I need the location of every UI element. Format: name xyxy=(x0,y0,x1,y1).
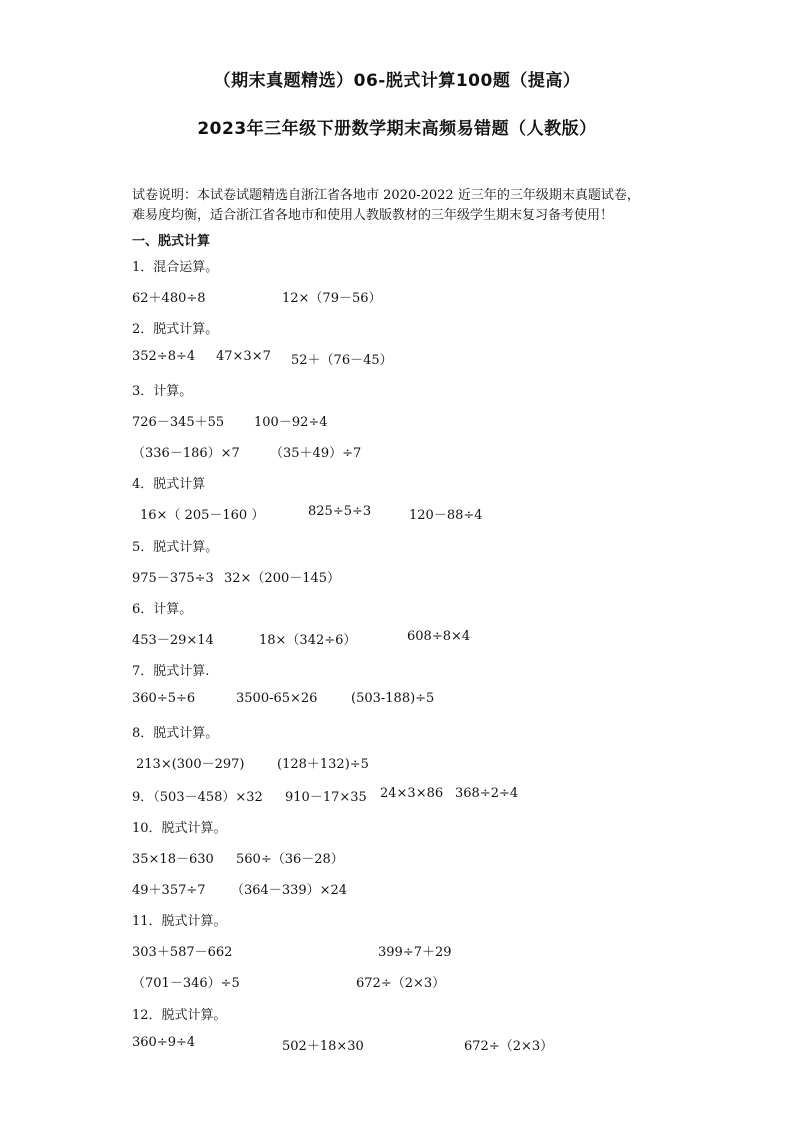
expression: 502＋18×30 xyxy=(282,1039,364,1054)
expression: 360÷5÷6 xyxy=(132,691,196,706)
expression: 672÷（2×3） xyxy=(464,1039,554,1054)
expression: 62＋480÷8 xyxy=(132,291,206,306)
expression: 16×（ 205－160 ） xyxy=(140,508,265,523)
expression: 12×（79－56） xyxy=(282,291,382,306)
expression: 726－345＋55 xyxy=(132,415,225,430)
expression: 52＋（76－45） xyxy=(291,353,393,368)
expression: 399÷7＋29 xyxy=(378,945,452,960)
section-heading: 一、脱式计算 xyxy=(132,234,211,249)
question-10-label: 10．脱式计算。 xyxy=(132,821,227,836)
expression: 368÷2÷4 xyxy=(455,786,519,801)
expression: （35＋49）÷7 xyxy=(270,446,362,461)
expression: （364－339）×24 xyxy=(231,883,348,898)
expression: 672÷（2×3） xyxy=(356,976,446,991)
expression: 352÷8÷4 xyxy=(132,349,196,364)
expression: 560÷（36－28） xyxy=(236,852,344,867)
expression: 453－29×14 xyxy=(132,633,214,648)
question-12-label: 12．脱式计算。 xyxy=(132,1008,227,1023)
page-subtitle: 2023年三年级下册数学期末高频易错题（人教版） xyxy=(197,119,597,139)
expression: 120－88÷4 xyxy=(409,508,483,523)
expression: 975－375÷3 xyxy=(132,571,214,586)
expression: 18×（342÷6） xyxy=(259,633,357,648)
question-9-label: 9．（503－458）×32 xyxy=(132,790,263,805)
expression: 360÷9÷4 xyxy=(132,1035,196,1050)
expression: 100－92÷4 xyxy=(254,415,328,430)
expression: 608÷8×4 xyxy=(407,629,471,644)
question-4-label: 4．脱式计算 xyxy=(132,477,206,492)
question-8-label: 8．脱式计算。 xyxy=(132,726,219,741)
question-3-label: 3．计算。 xyxy=(132,384,193,399)
question-2-label: 2．脱式计算。 xyxy=(132,322,219,337)
question-5-label: 5．脱式计算。 xyxy=(132,540,219,555)
expression: 825÷5÷3 xyxy=(308,504,372,519)
question-11-label: 11．脱式计算。 xyxy=(132,914,227,929)
expression: 24×3×86 xyxy=(380,786,444,801)
instructions-line-2: 难易度均衡，适合浙江省各地市和使用人教版教材的三年级学生期末复习备考使用！ xyxy=(132,208,614,223)
expression: 213×(300－297) xyxy=(136,757,245,772)
exam-instructions xyxy=(132,186,672,226)
expression: 32×（200－145） xyxy=(224,571,341,586)
expression: 910－17×35 xyxy=(285,790,367,805)
question-6-label: 6．计算。 xyxy=(132,602,193,617)
question-7-label: 7．脱式计算. xyxy=(132,664,210,679)
expression: （336－186）×7 xyxy=(132,446,240,461)
page-title: （期末真题精选）06-脱式计算100题（提高） xyxy=(213,71,581,91)
instructions-line-1: 试卷说明：本试卷试题精选自浙江省各地市 2020-2022 近三年的三年级期末真题试卷， xyxy=(132,188,640,203)
expression: 49＋357÷7 xyxy=(132,883,206,898)
expression: 3500-65×26 xyxy=(236,691,318,706)
expression: (503-188)÷5 xyxy=(351,691,435,706)
expression: 35×18－630 xyxy=(132,852,214,867)
expression: 303＋587－662 xyxy=(132,945,233,960)
expression: (128＋132)÷5 xyxy=(277,757,369,772)
question-1-label: 1．混合运算。 xyxy=(132,260,219,275)
expression: 47×3×7 xyxy=(216,349,271,364)
expression: （701－346）÷5 xyxy=(132,976,240,991)
